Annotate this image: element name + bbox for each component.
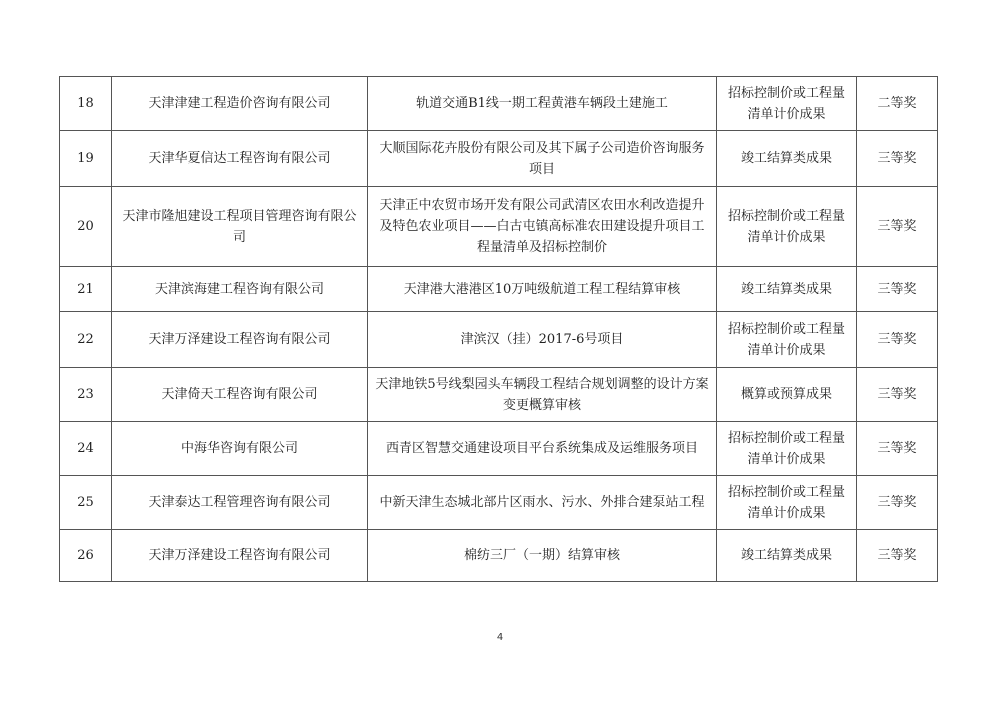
table-row — [60, 476, 938, 530]
company-name: 中海华咨询有限公司 — [112, 422, 368, 476]
row-number: 25 — [60, 476, 112, 530]
company-name: 天津泰达工程管理咨询有限公司 — [112, 476, 368, 530]
company-name: 天津万泽建设工程咨询有限公司 — [112, 530, 368, 582]
result-category: 招标控制价或工程量清单计价成果 — [717, 312, 857, 368]
row-number: 24 — [60, 422, 112, 476]
project-name: 大顺国际花卉股份有限公司及其下属子公司造价咨询服务项目 — [368, 131, 717, 187]
project-name: 天津正中农贸市场开发有限公司武清区农田水利改造提升及特色农业项目——白古屯镇高标准农田建设提升项目工程量清单及招标控制价 — [368, 187, 717, 267]
table-row — [60, 422, 938, 476]
project-name: 西青区智慧交通建设项目平台系统集成及运维服务项目 — [368, 422, 717, 476]
result-category: 招标控制价或工程量清单计价成果 — [717, 422, 857, 476]
project-name: 轨道交通B1线一期工程黄港车辆段土建施工 — [368, 77, 717, 131]
award-level: 三等奖 — [857, 368, 938, 422]
project-name: 天津港大港港区10万吨级航道工程工程结算审核 — [368, 267, 717, 312]
table-row — [60, 77, 938, 131]
table-row — [60, 530, 938, 582]
table-row — [60, 187, 938, 267]
project-name: 棉纺三厂（一期）结算审核 — [368, 530, 717, 582]
company-name: 天津华夏信达工程咨询有限公司 — [112, 131, 368, 187]
result-category: 竣工结算类成果 — [717, 530, 857, 582]
row-number: 22 — [60, 312, 112, 368]
award-level: 三等奖 — [857, 131, 938, 187]
company-name: 天津万泽建设工程咨询有限公司 — [112, 312, 368, 368]
award-level: 二等奖 — [857, 77, 938, 131]
project-name: 天津地铁5号线梨园头车辆段工程结合规划调整的设计方案变更概算审核 — [368, 368, 717, 422]
project-name: 津滨汉（挂）2017-6号项目 — [368, 312, 717, 368]
row-number: 18 — [60, 77, 112, 131]
row-number: 26 — [60, 530, 112, 582]
row-number: 19 — [60, 131, 112, 187]
table-row — [60, 312, 938, 368]
company-name: 天津市隆旭建设工程项目管理咨询有限公司 — [112, 187, 368, 267]
row-number: 23 — [60, 368, 112, 422]
awards-table — [59, 76, 938, 582]
table-row — [60, 267, 938, 312]
result-category: 招标控制价或工程量清单计价成果 — [717, 187, 857, 267]
award-level: 三等奖 — [857, 530, 938, 582]
result-category: 概算或预算成果 — [717, 368, 857, 422]
award-level: 三等奖 — [857, 422, 938, 476]
company-name: 天津津建工程造价咨询有限公司 — [112, 77, 368, 131]
table-row — [60, 368, 938, 422]
result-category: 招标控制价或工程量清单计价成果 — [717, 77, 857, 131]
row-number: 20 — [60, 187, 112, 267]
award-level: 三等奖 — [857, 187, 938, 267]
project-name: 中新天津生态城北部片区雨水、污水、外排合建泵站工程 — [368, 476, 717, 530]
page-number: 4 — [496, 632, 504, 643]
company-name: 天津滨海建工程咨询有限公司 — [112, 267, 368, 312]
award-level: 三等奖 — [857, 476, 938, 530]
row-number: 21 — [60, 267, 112, 312]
award-level: 三等奖 — [857, 312, 938, 368]
result-category: 竣工结算类成果 — [717, 267, 857, 312]
result-category: 招标控制价或工程量清单计价成果 — [717, 476, 857, 530]
table-row — [60, 131, 938, 187]
company-name: 天津倚天工程咨询有限公司 — [112, 368, 368, 422]
result-category: 竣工结算类成果 — [717, 131, 857, 187]
award-level: 三等奖 — [857, 267, 938, 312]
